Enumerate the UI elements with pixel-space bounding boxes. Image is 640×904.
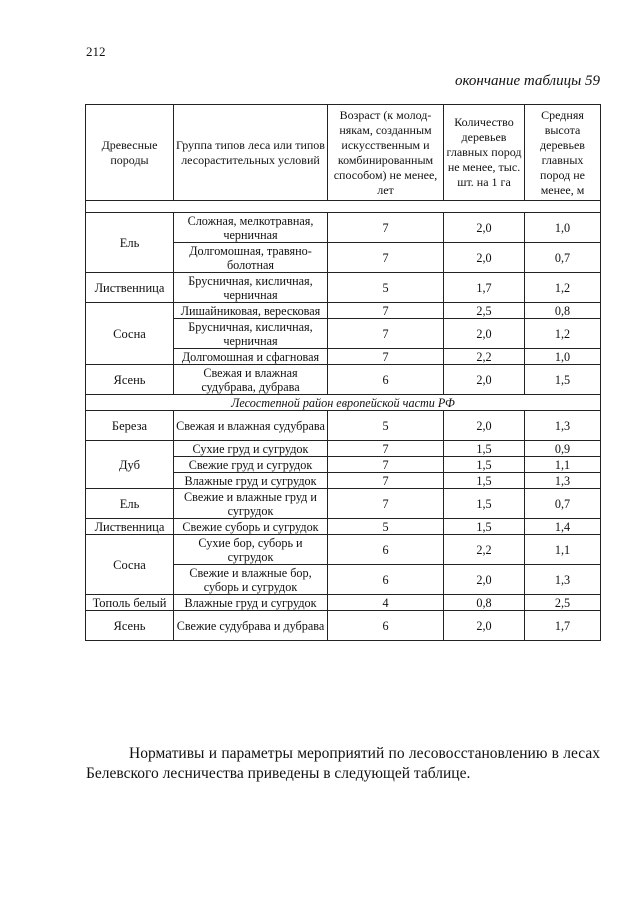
mean-height-cell: 1,0	[525, 349, 601, 365]
forest-type-cell: Брусничная, кисличная, черничная	[174, 273, 328, 303]
forest-type-cell: Свежая и влажная судубрава	[174, 411, 328, 441]
mean-height-cell: 1,5	[525, 365, 601, 395]
forest-type-cell: Влажные груд и сугрудок	[174, 595, 328, 611]
closing-paragraph: Нормативы и параметры мероприятий по лесовосстановлению в лесах Белевского лесничества приведены в следующей таблице.	[86, 745, 600, 782]
header-tree-count: Количество деревьев главных пород не менее, тыс. шт. на 1 га	[444, 105, 525, 201]
header-forest-type: Группа типов леса или типов лесорастительных условий	[174, 105, 328, 201]
tree-count-cell: 2,0	[444, 565, 525, 595]
table-row	[86, 441, 601, 457]
species-cell: Ясень	[86, 611, 174, 641]
forest-type-cell: Сухие груд и сугрудок	[174, 441, 328, 457]
mean-height-cell: 1,1	[525, 535, 601, 565]
forest-type-cell: Сухие бор, суборь и сугрудок	[174, 535, 328, 565]
table-spacer-row	[86, 201, 601, 213]
mean-height-cell: 1,4	[525, 519, 601, 535]
age-cell: 7	[328, 243, 444, 273]
forest-type-cell: Свежие суборь и сугрудок	[174, 519, 328, 535]
tree-count-cell: 2,0	[444, 213, 525, 243]
forest-type-cell: Сложная, мелкотравная, черничная	[174, 213, 328, 243]
species-cell: Лиственница	[86, 519, 174, 535]
table-row	[86, 519, 601, 535]
species-cell: Сосна	[86, 535, 174, 595]
age-cell: 5	[328, 519, 444, 535]
forest-type-cell: Брусничная, кисличная, черничная	[174, 319, 328, 349]
tree-count-cell: 1,5	[444, 441, 525, 457]
tree-count-cell: 1,5	[444, 473, 525, 489]
age-cell: 6	[328, 535, 444, 565]
forest-type-cell: Влажные груд и сугрудок	[174, 473, 328, 489]
tree-count-cell: 2,5	[444, 303, 525, 319]
species-cell: Ель	[86, 489, 174, 519]
forest-type-cell: Свежие груд и сугрудок	[174, 457, 328, 473]
forest-type-cell: Долгомошная и сфагновая	[174, 349, 328, 365]
table-row	[86, 535, 601, 565]
mean-height-cell: 1,3	[525, 473, 601, 489]
age-cell: 7	[328, 489, 444, 519]
age-cell: 7	[328, 457, 444, 473]
age-cell: 7	[328, 441, 444, 457]
section-title: Лесостепной район европейской части РФ	[86, 395, 601, 411]
tree-count-cell: 2,0	[444, 411, 525, 441]
age-cell: 5	[328, 273, 444, 303]
table-section-2	[86, 411, 601, 641]
tree-count-cell: 1,5	[444, 457, 525, 473]
table-row	[86, 303, 601, 319]
forest-type-cell: Свежая и влажная судубрава, дубрава	[174, 365, 328, 395]
mean-height-cell: 0,7	[525, 243, 601, 273]
page-number: 212	[86, 44, 106, 59]
species-cell: Тополь белый	[86, 595, 174, 611]
mean-height-cell: 1,2	[525, 273, 601, 303]
mean-height-cell: 0,8	[525, 303, 601, 319]
table-section-1	[86, 213, 601, 395]
table-row	[86, 489, 601, 519]
tree-count-cell: 2,0	[444, 243, 525, 273]
mean-height-cell: 1,1	[525, 457, 601, 473]
table-row	[86, 365, 601, 395]
mean-height-cell: 1,0	[525, 213, 601, 243]
table-row	[86, 611, 601, 641]
mean-height-cell: 2,5	[525, 595, 601, 611]
age-cell: 7	[328, 473, 444, 489]
age-cell: 5	[328, 411, 444, 441]
norms-table	[85, 104, 601, 641]
age-cell: 7	[328, 319, 444, 349]
tree-count-cell: 1,5	[444, 519, 525, 535]
age-cell: 7	[328, 213, 444, 243]
table-header-row	[86, 105, 601, 201]
tree-count-cell: 2,0	[444, 611, 525, 641]
tree-count-cell: 2,2	[444, 535, 525, 565]
age-cell: 6	[328, 565, 444, 595]
species-cell: Сосна	[86, 303, 174, 365]
header-age: Возраст (к молод-някам, созданным искусственным и комбинированным способом) не менее, лет	[328, 105, 444, 201]
table-row	[86, 273, 601, 303]
header-species: Древесные породы	[86, 105, 174, 201]
section-title-row	[86, 395, 601, 411]
table-row	[86, 595, 601, 611]
mean-height-cell: 0,7	[525, 489, 601, 519]
species-cell: Береза	[86, 411, 174, 441]
table-section-2-heading	[86, 395, 601, 411]
species-cell: Дуб	[86, 441, 174, 489]
tree-count-cell: 2,0	[444, 365, 525, 395]
age-cell: 6	[328, 611, 444, 641]
mean-height-cell: 1,7	[525, 611, 601, 641]
age-cell: 6	[328, 365, 444, 395]
forest-type-cell: Свежие судубрава и дубрава	[174, 611, 328, 641]
species-cell: Ель	[86, 213, 174, 273]
age-cell: 7	[328, 349, 444, 365]
table-row	[86, 411, 601, 441]
forest-type-cell: Долгомошная, травяно-болотная	[174, 243, 328, 273]
table-row	[86, 213, 601, 243]
age-cell: 7	[328, 303, 444, 319]
forest-type-cell: Свежие и влажные бор, суборь и сугрудок	[174, 565, 328, 595]
mean-height-cell: 1,2	[525, 319, 601, 349]
species-cell: Ясень	[86, 365, 174, 395]
mean-height-cell: 0,9	[525, 441, 601, 457]
forest-type-cell: Свежие и влажные груд и сугрудок	[174, 489, 328, 519]
forest-type-cell: Лишайниковая, вересковая	[174, 303, 328, 319]
mean-height-cell: 1,3	[525, 565, 601, 595]
header-mean-height: Средняя высота деревьев главных пород не менее, м	[525, 105, 601, 201]
tree-count-cell: 0,8	[444, 595, 525, 611]
tree-count-cell: 1,5	[444, 489, 525, 519]
mean-height-cell: 1,3	[525, 411, 601, 441]
tree-count-cell: 1,7	[444, 273, 525, 303]
species-cell: Лиственница	[86, 273, 174, 303]
spacer-cell	[86, 201, 601, 213]
table-caption: окончание таблицы 59	[454, 73, 600, 89]
tree-count-cell: 2,2	[444, 349, 525, 365]
tree-count-cell: 2,0	[444, 319, 525, 349]
age-cell: 4	[328, 595, 444, 611]
